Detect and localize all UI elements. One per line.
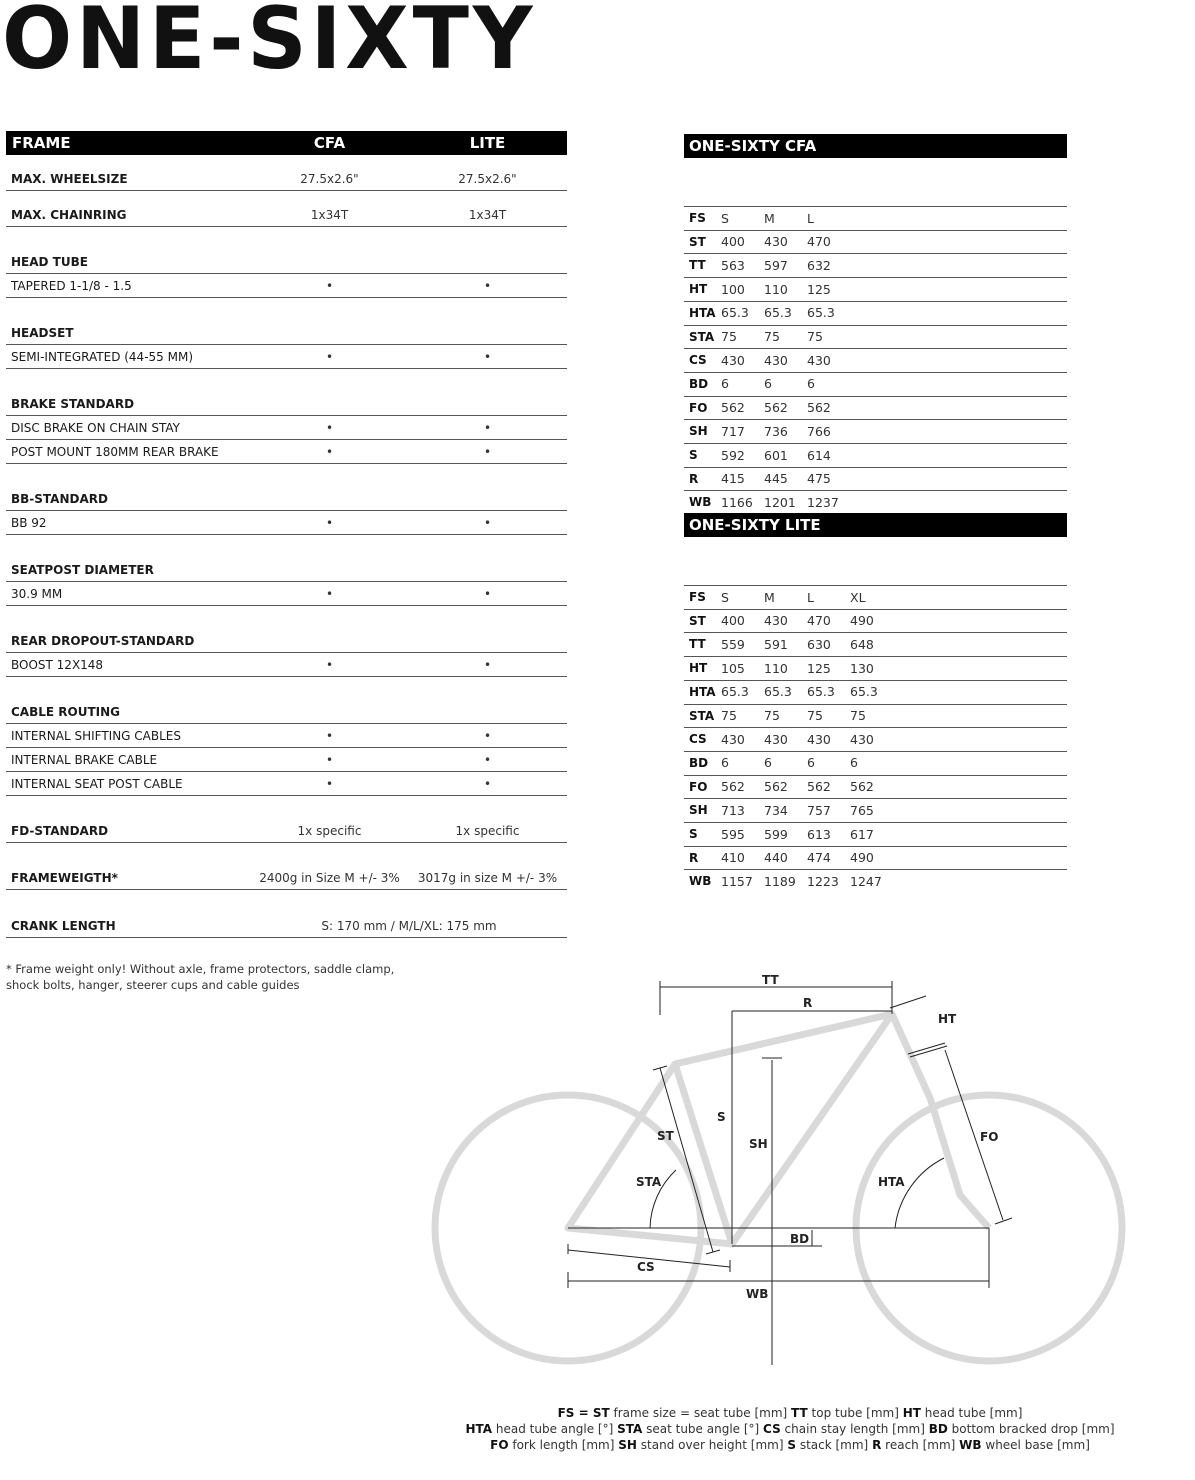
spec-divider [6,226,567,227]
spec-label: REAR DROPOUT-STANDARD [11,633,195,648]
spec-row [6,653,567,677]
bike-outline [435,1014,1122,1361]
legend-key: HTA [465,1422,493,1436]
geometry-value: 65.3 [807,305,835,321]
spec-value-lite: • [483,728,492,743]
geometry-row [684,727,1067,751]
geometry-value: 601 [764,447,788,463]
legend-key: R [872,1438,882,1452]
geometry-value: 75 [807,708,823,723]
geometry-value: 125 [807,281,831,297]
spec-row [6,772,567,796]
spec-label: CABLE ROUTING [11,704,120,719]
geometry-label: SH [689,424,708,439]
spec-row [6,167,567,191]
spec-row [6,748,567,772]
legend-text: head tube [mm] [924,1406,1023,1420]
page-title: ONE-SIXTY [2,0,537,89]
geometry-label: R [689,850,699,865]
spec-value-lite: • [483,776,492,791]
spec-value-cfa: • [325,776,334,791]
geometry-label: SH [689,803,708,818]
legend-line [440,1405,1140,1421]
legend-key: FO [490,1438,509,1452]
geometry-value: 559 [721,636,745,652]
geometry-row [684,490,1067,514]
geometry-value: S [721,210,729,226]
spec-divider [6,795,567,796]
spec-value-lite: • [483,444,492,459]
spec-value-cfa: 27.5x2.6" [300,171,359,186]
footnote-line: shock bolts, hanger, steerer cups and cable guides [6,978,300,992]
spec-value-lite: 27.5x2.6" [458,171,517,186]
footnote-line: * Frame weight only! Without axle, frame protectors, saddle clamp, [6,962,395,976]
label-tt: TT [762,973,779,987]
spec-value-lite: 1x specific [455,823,520,838]
geometry-value: 1157 [721,873,753,889]
spec-row [6,487,567,511]
geometry-value: 1201 [764,494,796,510]
geometry-value: 110 [764,660,788,676]
legend-text: fork length [mm] [512,1438,615,1452]
spec-row [6,345,567,369]
geometry-value: L [807,210,814,226]
geometry-value: 430 [764,352,788,368]
spec-row [6,914,567,938]
spec-row [6,440,567,464]
legend-key: TT [791,1406,808,1420]
geometry-label: FO [689,400,708,415]
legend-key: WB [959,1438,982,1452]
spec-label: INTERNAL SHIFTING CABLES [11,728,181,743]
geometry-row [684,325,1067,349]
geometry-value: 6 [764,376,772,392]
geometry-value: M [764,210,775,226]
geometry-row [684,206,1067,230]
geometry-label: ST [689,234,706,249]
spec-value-cfa: • [325,586,334,601]
geometry-value: 1237 [807,494,839,510]
geometry-row [684,656,1067,680]
geometry-value: 591 [764,636,788,652]
geometry-value: 630 [807,636,831,652]
label-s: S [717,1110,726,1124]
legend-text: head tube angle [°] [495,1422,614,1436]
spec-value-cfa: • [325,444,334,459]
legend-key: STA [617,1422,643,1436]
geometry-value: 595 [721,826,745,842]
spec-label: CRANK LENGTH [11,918,116,933]
geometry-row [684,846,1067,870]
geometry-value: 75 [721,329,737,344]
spec-value-combined: S: 170 mm / M/L/XL: 175 mm [321,918,497,933]
geometry-value: 440 [764,850,788,866]
geometry-value: 562 [721,779,745,795]
spec-row [6,321,567,345]
spec-value-cfa: 1x specific [297,823,362,838]
geometry-value: 430 [807,731,831,747]
spec-divider [6,842,567,843]
spec-row [6,724,567,748]
geometry-label: TT [689,258,706,273]
geometry-label: BD [689,376,709,391]
legend-key: CS [763,1422,781,1436]
geometry-value: 410 [721,850,745,866]
geometry-label: STA [689,329,715,344]
legend-text: stack [mm] [799,1438,869,1452]
geometry-value: 713 [721,802,745,818]
geometry-value: 562 [850,779,874,795]
geometry-label: S [689,448,698,462]
geometry-label: WB [689,495,712,510]
spec-label: 30.9 MM [11,586,63,601]
geometry-row [684,396,1067,420]
geometry-table-lite [684,513,1067,889]
legend-key: BD [928,1422,948,1436]
spec-value-cfa: 1x34T [310,207,349,222]
geometry-label: TT [689,637,706,652]
spec-label: POST MOUNT 180MM REAR BRAKE [11,444,219,459]
geometry-value: 717 [721,423,745,439]
spec-divider [6,534,567,535]
geometry-value: XL [850,589,866,605]
geometry-row [684,277,1067,301]
geometry-label: FO [689,779,708,794]
spec-label: BB-STANDARD [11,491,108,506]
spec-row [6,203,567,227]
spec-value-cfa: • [325,278,334,293]
geometry-value: 765 [850,802,874,818]
geometry-title-lite: ONE-SIXTY LITE [684,513,1067,537]
geometry-value: 562 [807,400,831,416]
spec-header [6,131,567,155]
spec-divider [6,605,567,606]
spec-divider [6,368,567,369]
geometry-value: 75 [764,708,780,723]
geometry-row [684,609,1067,633]
geometry-value: 562 [721,400,745,416]
spec-row [6,392,567,416]
geometry-row [684,632,1067,656]
geometry-value: 110 [764,281,788,297]
spec-value-lite: • [483,752,492,767]
geometry-value: 430 [721,352,745,368]
spec-label: SEMI-INTEGRATED (44-55 MM) [11,349,193,364]
legend-text: stand over height [mm] [640,1438,784,1452]
geometry-row [684,443,1067,467]
label-cs: CS [637,1260,655,1274]
geometry-value: 400 [721,613,745,629]
geometry-value: 632 [807,257,831,273]
geometry-value: 6 [764,755,772,771]
geometry-value: 430 [850,731,874,747]
spec-row [6,582,567,606]
label-st: ST [657,1129,674,1143]
geometry-label: HTA [689,305,716,320]
geometry-value: 445 [764,471,788,487]
label-ht: HT [938,1012,957,1026]
geometry-label: R [689,471,699,486]
spec-header-cfa: CFA [313,134,346,152]
geometry-value: 65.3 [721,684,749,700]
geometry-value: L [807,589,814,605]
legend-text: wheel base [mm] [985,1438,1090,1452]
geometry-value: 6 [807,376,815,392]
rear-triangle [568,1064,732,1244]
spec-value-cfa: • [325,349,334,364]
geometry-value: 75 [807,329,823,344]
spec-label: MAX. WHEELSIZE [11,171,128,186]
geometry-value: 648 [850,636,874,652]
geometry-label: ST [689,613,706,628]
spec-divider [6,676,567,677]
geometry-value: 75 [764,329,780,344]
spec-row [6,511,567,535]
spec-value-cfa: • [325,657,334,672]
legend-text: bottom bracked drop [mm] [951,1422,1115,1436]
geometry-value: 65.3 [807,684,835,700]
geometry-value: 6 [850,755,858,771]
geometry-label: HT [689,661,708,676]
spec-label: INTERNAL SEAT POST CABLE [11,776,183,791]
geometry-label: FS [689,211,706,225]
geometry-row [684,467,1067,491]
spec-row [6,416,567,440]
spec-value-lite: • [483,586,492,601]
spec-header-frame: FRAME [12,134,71,152]
geometry-value: 474 [807,850,831,866]
geometry-label: CS [689,353,707,368]
geometry-value: 130 [850,660,874,676]
geometry-value: 766 [807,423,831,439]
spec-value-cfa: • [325,752,334,767]
geometry-value: 400 [721,234,745,250]
geometry-value: 6 [721,376,729,392]
geometry-row [684,822,1067,846]
geometry-row [684,372,1067,396]
geometry-value: 592 [721,447,745,463]
geometry-value: 6 [721,755,729,771]
spec-label: BRAKE STANDARD [11,396,135,411]
geometry-label: FS [689,590,706,604]
spec-value-cfa: 2400g in Size M +/- 3% [259,870,400,885]
geometry-value: 430 [764,731,788,747]
geometry-value: 1189 [764,873,796,889]
ht-line [890,996,926,1008]
geometry-value: 1223 [807,873,839,889]
geometry-value: 470 [807,613,831,629]
geometry-diagram [430,965,1130,1375]
geometry-row [684,869,1067,893]
spec-row [6,250,567,274]
geometry-value: 105 [721,660,745,676]
geometry-row [684,348,1067,372]
spec-value-lite: • [483,278,492,293]
spec-value-cfa: • [325,515,334,530]
spec-value-cfa: • [325,420,334,435]
spec-value-cfa: • [325,728,334,743]
geometry-label: STA [689,708,715,723]
legend-line [440,1437,1140,1453]
legend-text: seat tube angle [°] [646,1422,760,1436]
spec-label: INTERNAL BRAKE CABLE [11,752,158,767]
geometry-value: M [764,589,775,605]
geometry-value: 65.3 [850,684,878,700]
geometry-value: 1247 [850,873,882,889]
spec-divider [6,889,567,890]
geometry-value: 65.3 [764,684,792,700]
frame-spec-table [6,131,567,933]
legend-text: chain stay length [mm] [784,1422,925,1436]
spec-label: FRAMEWEIGTH* [11,870,118,885]
geometry-value: 470 [807,234,831,250]
spec-label: HEADSET [11,325,74,340]
spec-row [6,866,567,890]
geometry-row [684,253,1067,277]
geometry-value: 490 [850,850,874,866]
spec-value-lite: • [483,657,492,672]
legend-text: reach [mm] [885,1438,956,1452]
geometry-value: 430 [721,731,745,747]
geometry-value: 614 [807,447,831,463]
weight-footnote [6,961,406,993]
geometry-row [684,585,1067,609]
geometry-value: 75 [850,708,866,723]
legend-key: S [787,1438,796,1452]
geometry-row [684,230,1067,254]
label-bd: BD [790,1232,810,1246]
geometry-value: 617 [850,826,874,842]
label-r: R [803,996,813,1010]
spec-label: HEAD TUBE [11,254,88,269]
spec-header-lite: LITE [469,134,506,152]
spec-label: FD-STANDARD [11,823,109,838]
spec-row [6,819,567,843]
geometry-value: 100 [721,281,745,297]
geometry-value: 599 [764,826,788,842]
geometry-table-cfa [684,134,1067,510]
geometry-row [684,775,1067,799]
legend-text: frame size = seat tube [mm] [613,1406,788,1420]
geometry-value: 562 [807,779,831,795]
label-hta: HTA [878,1175,905,1189]
spec-row [6,700,567,724]
legend-line [440,1421,1140,1437]
spec-divider [6,463,567,464]
geometry-row [684,704,1067,728]
geometry-label: HTA [689,684,716,699]
geometry-row [684,680,1067,704]
hta-arc [895,1158,944,1228]
geometry-value: 415 [721,471,745,487]
geometry-row [684,751,1067,775]
geometry-value: 65.3 [764,305,792,321]
spec-label: BB 92 [11,515,47,530]
spec-value-lite: 1x34T [468,207,507,222]
legend-key: SH [618,1438,637,1452]
geometry-value: 562 [764,779,788,795]
geometry-value: S [721,589,729,605]
spec-value-lite: 3017g in size M +/- 3% [417,870,558,885]
geometry-label: S [689,827,698,841]
geometry-row [684,301,1067,325]
spec-label: MAX. CHAINRING [11,207,127,222]
geometry-value: 6 [807,755,815,771]
spec-label: DISC BRAKE ON CHAIN STAY [11,420,180,435]
geometry-value: 75 [721,708,737,723]
spec-row [6,629,567,653]
label-sh: SH [749,1137,768,1151]
geometry-value: 563 [721,257,745,273]
spec-value-lite: • [483,515,492,530]
geometry-value: 734 [764,802,788,818]
geometry-label: BD [689,755,709,770]
geometry-value: 757 [807,802,831,818]
spec-label: SEATPOST DIAMETER [11,562,154,577]
geometry-value: 430 [807,352,831,368]
geometry-label: HT [689,282,708,297]
legend-key: FS = ST [557,1406,610,1420]
geometry-value: 562 [764,400,788,416]
geometry-value: 613 [807,826,831,842]
geometry-value: 1166 [721,494,753,510]
spec-row [6,274,567,298]
geometry-value: 475 [807,471,831,487]
geometry-value: 430 [764,613,788,629]
abbreviation-legend [440,1405,1140,1453]
geometry-title-cfa: ONE-SIXTY CFA [684,134,1067,158]
geometry-value: 597 [764,257,788,273]
geometry-value: 125 [807,660,831,676]
geometry-label: CS [689,732,707,747]
geometry-value: 430 [764,234,788,250]
spec-label: BOOST 12X148 [11,657,104,672]
label-sta: STA [636,1175,662,1189]
legend-text: top tube [mm] [811,1406,899,1420]
label-fo: FO [980,1130,999,1144]
legend-key: HT [902,1406,921,1420]
spec-value-lite: • [483,349,492,364]
geometry-row [684,419,1067,443]
spec-divider [6,297,567,298]
geometry-label: WB [689,874,712,889]
geometry-row [684,798,1067,822]
label-wb: WB [746,1287,769,1301]
geometry-value: 736 [764,423,788,439]
spec-row [6,558,567,582]
geometry-value: 490 [850,613,874,629]
geometry-value: 65.3 [721,305,749,321]
spec-label: TAPERED 1-1/8 - 1.5 [11,278,132,293]
spec-value-lite: • [483,420,492,435]
